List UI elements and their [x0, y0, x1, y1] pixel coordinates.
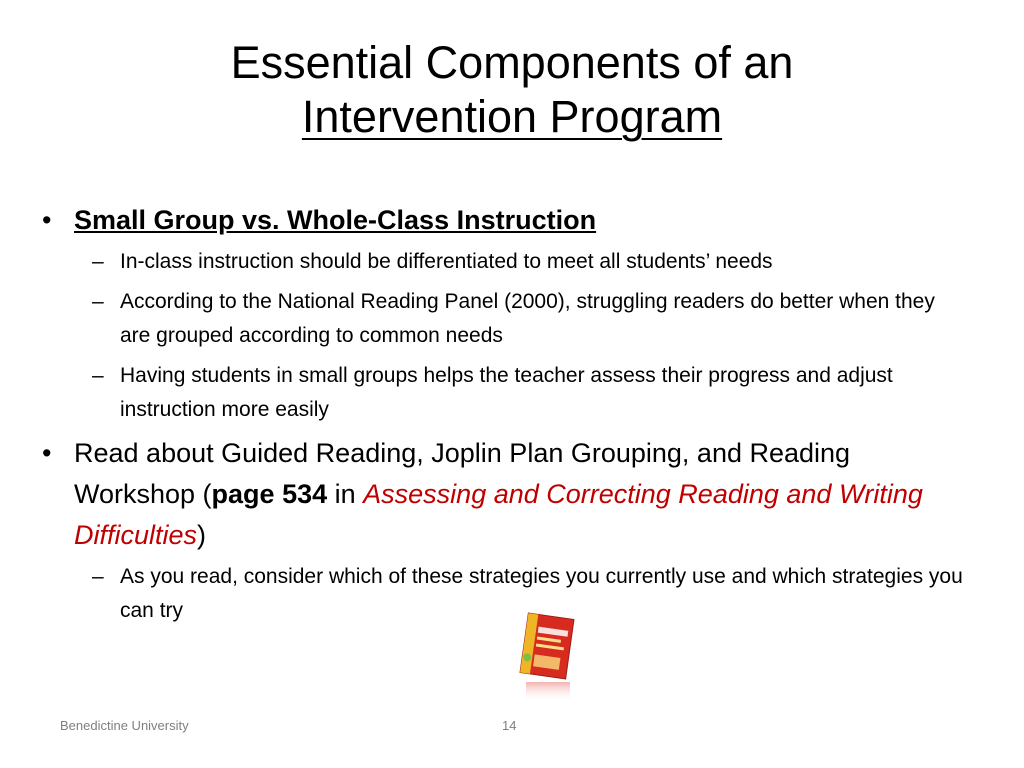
bullet-item-2 [40, 433, 970, 556]
footer-organization: Benedictine University [60, 718, 189, 733]
sub-item [40, 359, 970, 427]
bullet-dot: • [42, 205, 52, 235]
slide-title-line-1: Essential Components of an [230, 37, 794, 88]
sub-dash: – [92, 364, 104, 387]
sub-dash: – [92, 250, 104, 273]
sub-dash: – [92, 565, 104, 588]
sub-item-text: As you read, consider which of these strategies you currently use and which strategies you can try [120, 565, 963, 622]
bullet-item-1 [40, 200, 970, 241]
footer-page-number: 14 [502, 718, 517, 733]
sub-dash: – [92, 290, 104, 313]
sub-item [40, 560, 970, 628]
bullet-heading: Small Group vs. Whole-Class Instruction [74, 205, 597, 235]
page-reference: page 534 [211, 479, 328, 509]
bullet-text-close: ) [197, 520, 207, 550]
sub-item-text: In-class instruction should be differentiated to meet all students’ needs [120, 250, 773, 273]
slide-title [0, 36, 1024, 144]
bullet-text: Read about Guided Reading, Joplin Plan Grouping, and Reading Workshop ( [74, 438, 851, 509]
slide-body [40, 200, 970, 634]
sub-item [40, 285, 970, 353]
book-title: Assessing and Correcting Reading and Writing Difficulties [74, 479, 923, 550]
sub-item-text: According to the National Reading Panel (2000), struggling readers do better when they are grouped according to common needs [120, 290, 935, 347]
slide-title-line-2: Intervention Program [301, 91, 723, 142]
bullet-dot: • [42, 438, 52, 468]
book-cover-icon [514, 612, 580, 704]
sub-item [40, 245, 970, 279]
bullet-text-in: in [327, 479, 364, 509]
sub-item-text: Having students in small groups helps the teacher assess their progress and adjust instruction more easily [120, 364, 893, 421]
